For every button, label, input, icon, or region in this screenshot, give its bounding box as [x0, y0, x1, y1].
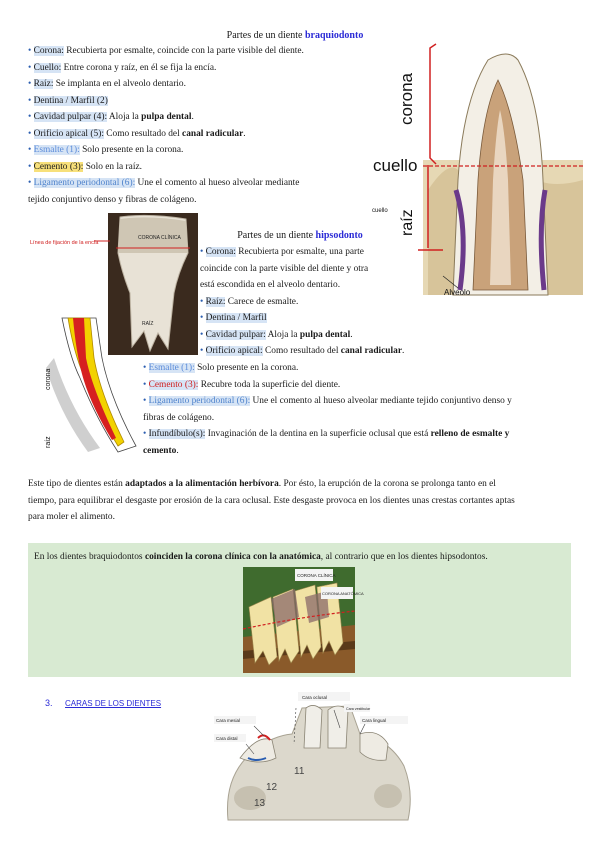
label-corona-small: corona	[45, 368, 52, 390]
list-item: • Infundíbulo(s): Invaginación de la dentina en la superficie oclusal que está relleno de esmalte y	[143, 429, 510, 439]
paragraph-line: para moler el alimento.	[28, 512, 115, 522]
list-item-cont: tejido conjuntivo denso y fibras de colágeno.	[28, 194, 197, 205]
list-item: • Esmalte (1): Solo presente en la corona.	[143, 363, 299, 373]
tooth-number-13: 13	[254, 798, 266, 809]
label-corona-anatomica: CORONA ANATÓMICA	[322, 591, 364, 596]
label-cara-mesial: Cara mesial	[216, 718, 241, 723]
label-raiz: raíz	[399, 209, 416, 236]
tooth-number-12: 12	[266, 782, 278, 793]
caras-de-los-dientes-link[interactable]: CARAS DE LOS DIENTES	[65, 699, 162, 708]
section2-list-top	[200, 244, 404, 360]
list-item: • Corona: Recubierta por esmalte, una parte	[200, 247, 364, 257]
list-item: • Corona: Recubierta por esmalte, coincide con la parte visible del diente.	[28, 46, 304, 56]
list-item: • Esmalte (1): Solo presente en la corona.	[28, 145, 184, 155]
label-cara-lingual: Cara lingual	[362, 718, 387, 723]
photo-label-corona: CORONA CLÍNICA	[138, 235, 181, 241]
label-cara-vestibular: Cara vestibular	[346, 707, 371, 711]
list-item: • Ligamento periodontal (6): Une el comento al hueso alveolar mediante	[28, 178, 300, 188]
hipsodonto-diagram	[40, 318, 140, 453]
label-raiz-small: raíz	[45, 436, 52, 448]
paragraph-line: tiempo, para equilibrar el desgaste por erosión de la cara oclusal. Este desgaste provoca en los dientes unas crestas cortantes aptas	[28, 495, 515, 506]
list-item: • Cemento (3): Recubre toda la superficie del diente.	[143, 379, 341, 390]
list-item: • Orificio apical: Como resultado del canal radicular.	[200, 346, 405, 356]
list-item: • Cuello: Entre corona y raíz, en él se fija la encía.	[28, 62, 217, 73]
label-alveolo: Alveolo	[444, 288, 471, 297]
label-corona-clinica: CORONA CLÍNICA	[297, 573, 336, 578]
section2-list-bottom	[143, 360, 512, 459]
herbivore-paragraph	[28, 476, 573, 526]
list-item-cont: cemento.	[143, 445, 179, 456]
paragraph-line: Este tipo de dientes están adaptados a la alimentación herbívora. Por ésto, la erupción de la corona se prolonga tanto en el	[28, 479, 496, 489]
photo-label-encia: Línea de fijación de la encía	[30, 240, 99, 246]
list-item: • Orificio apical (5): Como resultado del canal radicular.	[28, 128, 246, 139]
section3-heading	[45, 698, 161, 708]
section1-title: Partes de un diente braquiodonto	[226, 30, 364, 41]
note-text: En los dientes braquiodontos coinciden la corona clínica con la anatómica, al contrario que en los dientes hipsodontos.	[34, 552, 488, 562]
label-cara-oclusal: Cara oclusal	[302, 695, 328, 700]
list-item: • Raíz: Carece de esmalte.	[200, 296, 299, 307]
jaw-photo	[243, 567, 364, 673]
list-item: • Raíz: Se implanta en el alveolo dentario.	[28, 79, 186, 89]
list-item: • Cavidad pulpar (4): Aloja la pulpa dental.	[28, 112, 194, 122]
section2-title: Partes de un diente hipsodonto	[237, 230, 363, 241]
list-item: • Dentina / Marfil	[200, 313, 267, 323]
skull-diagram	[210, 688, 420, 820]
label-cuello-small: cuello	[372, 208, 388, 214]
label-cara-distal: Cara distal	[216, 736, 238, 741]
label-corona: corona	[397, 73, 416, 125]
label-cuello: cuello	[373, 156, 418, 175]
list-item-cont: coincide con la parte visible del diente y otra	[200, 263, 369, 274]
list-item-cont: está escondida en el alveolo dentario.	[200, 280, 341, 290]
photo-label-raiz: RAÍZ	[142, 321, 154, 327]
list-item: • Cemento (3): Solo en la raíz.	[28, 161, 142, 172]
list-item: • Dentina / Marfil (2)	[28, 95, 108, 106]
list-item: • Cavidad pulpar: Aloja la pulpa dental.	[200, 329, 353, 340]
list-item: • Ligamento periodontal (6): Une el comento al hueso alveolar mediante tejido conjuntivo denso y	[143, 396, 512, 406]
section-number: 3.	[45, 698, 53, 708]
note-box	[28, 543, 571, 677]
tooth-number-11: 11	[294, 766, 305, 777]
list-item-cont: fibras de colágeno.	[143, 412, 215, 423]
section1-list	[28, 43, 304, 208]
